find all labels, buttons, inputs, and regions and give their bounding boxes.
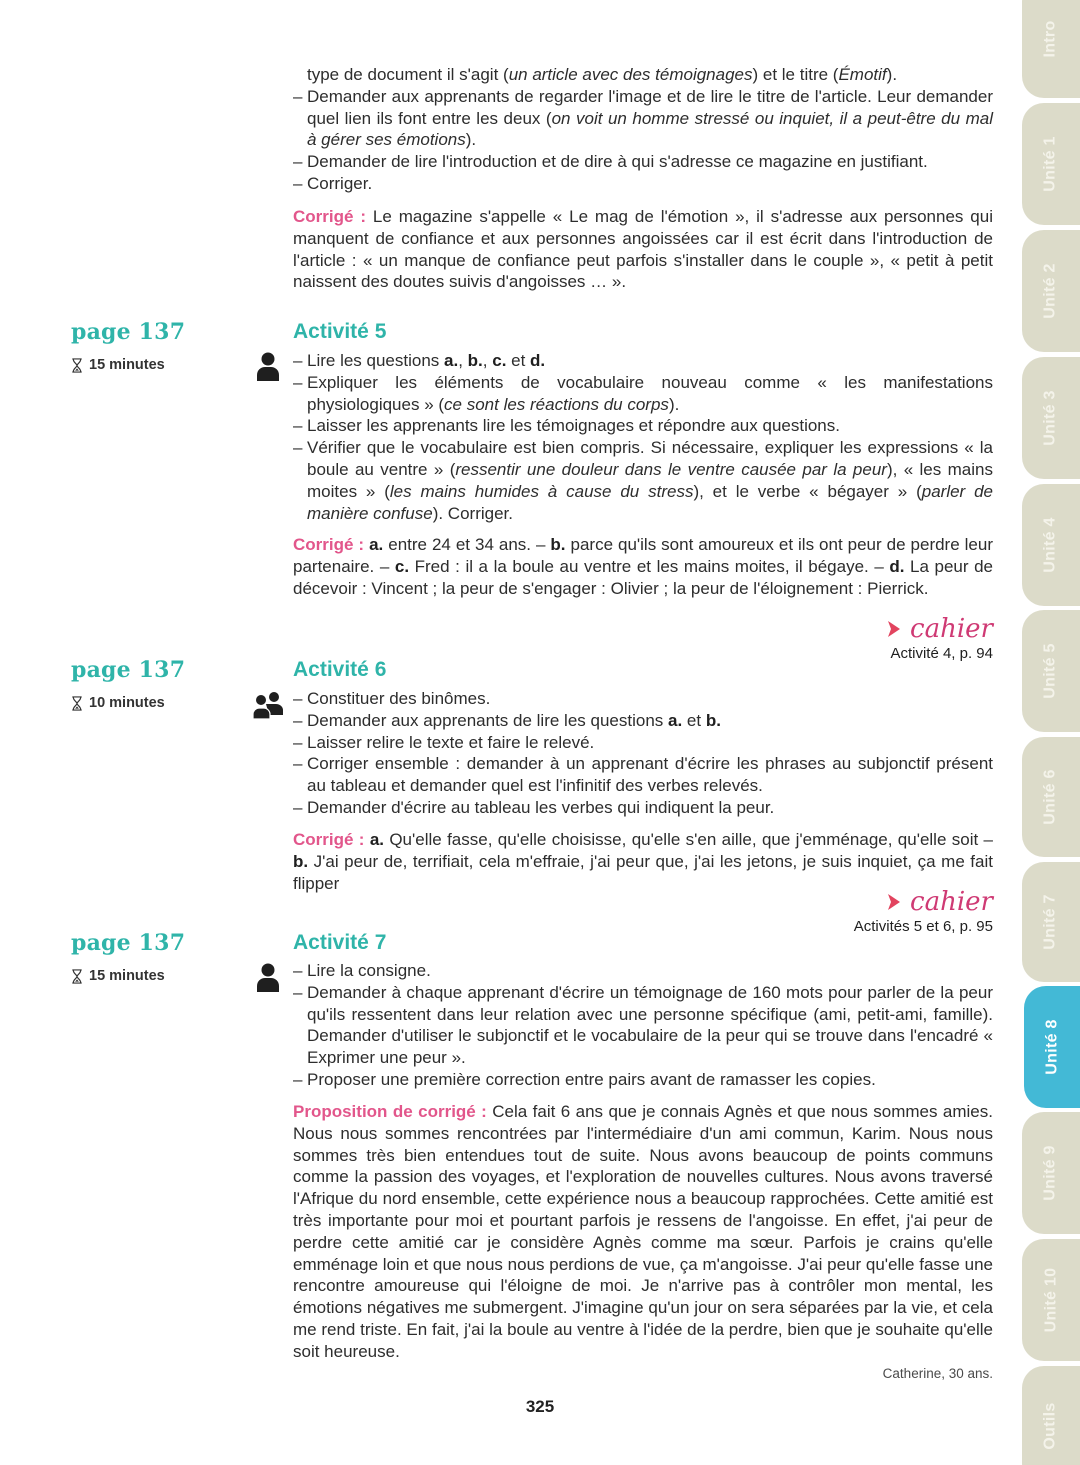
tab-unite-1[interactable]: Unité 1 [1022,103,1080,225]
tab-unite-3[interactable]: Unité 3 [1022,357,1080,479]
chevron-right-icon [886,619,902,639]
cahier-reference: cahier Activités 5 et 6, p. 95 [853,887,993,935]
activity-title: Activité 5 [293,320,387,343]
corrige-label: Corrigé : [293,207,367,226]
instruction-step: – Vérifier que le vocabulaire est bien compris. Si nécessaire, expliquer les expressions « la boule au ventre » (ressentir une douleur dans le ventre causée par la peur), « les mains moites » (les mains humides à cause du stress), et le verbe « bégayer » (parler de manière confuse). Corriger. [293,437,993,524]
cahier-reference: cahier Activité 4, p. 94 [886,614,993,662]
activity-title: Activité 6 [293,658,387,681]
page-reference: page 137 [71,319,186,345]
intro-corrige: Corrigé : Le magazine s'appelle « Le mag de l'émotion », il s'adresse aux personnes qui manquent de confiance et aux personnes angoissées car il est écrit dans l'introduction de l'article : « un manque de confiance peut parfois s'installer dans le couple », « petit à petit naissent des doutes suivis d'angoisses … ». [293,207,993,292]
tab-unite-10[interactable]: Unité 10 [1022,1239,1080,1361]
tab-unite-7[interactable]: Unité 7 [1022,862,1080,982]
activity-title: Activité 7 [293,931,387,954]
tab-outils[interactable]: Outils [1022,1366,1080,1465]
activity-steps [293,688,993,819]
instruction-step: – Demander aux apprenants de regarder l'image et de lire le titre de l'article. Leur demander quel lien ils font entre les deux (on voit un homme stressé ou inquiet, il a peut-être du mal à gérer ses émotions). [293,86,993,151]
instruction-step: – Demander à chaque apprenant d'écrire un témoignage de 160 mots pour parler de la peur qu'ils ressentent dans leur relation avec une personne spécifique (ami, petit-ami, famille). Demander d'utiliser le subjonctif et le vocabulaire de la peur qui se trouve dans l'encadré « Exprimer une peur ». [293,982,993,1069]
instruction-step: – Corriger. [293,173,993,195]
activity-steps [293,350,993,524]
instruction-step: – Demander aux apprenants de lire les questions a. et b. [293,710,993,732]
instruction-step: – Expliquer les éléments de vocabulaire nouveau comme « les manifestations physiologiques » (ce sont les réactions du corps). [293,372,993,416]
activity-corrige: Corrigé : a. Qu'elle fasse, qu'elle choisisse, qu'elle s'en aille, que j'emménage, qu'elle soit – b. J'ai peur de, terrifiait, cela m'effraie, j'ai peur que, j'ai les jetons, je suis inquiet, ça me fait flipper [293,830,993,893]
activity-corrige: Corrigé : a. entre 24 et 34 ans. – b. parce qu'ils sont amoureux et ils ont peur de perdre leur partenaire. – c. Fred : il a la boule au ventre et les mains moites, il bégaye. – d. La peur de décevoir : Vincent ; la peur de s'engager : Olivier ; la peur de l'éloignement : Pierrick. [293,535,994,598]
tab-unite-9[interactable]: Unité 9 [1022,1112,1080,1234]
instruction-continuation: type de document il s'agit (un article avec des témoignages) et le titre (Émotif). [307,65,898,84]
instruction-step: – Demander de lire l'introduction et de dire à qui s'adresse ce magazine en justifiant. [293,151,993,173]
tab-unite-2[interactable]: Unité 2 [1022,230,1080,352]
unit-tab-strip [1022,0,1080,1465]
instruction-step: – Corriger ensemble : demander à un apprenant d'écrire les phrases au subjonctif présent au tableau et demander quel est l'infinitif des verbes relevés. [293,753,993,797]
tab-unite-6[interactable]: Unité 6 [1022,737,1080,857]
instruction-step: – Proposer une première correction entre pairs avant de ramasser les copies. [293,1069,993,1091]
duration: 15 minutes [71,968,165,984]
activity-steps [293,960,993,1091]
pair-work-icon [252,690,284,722]
instruction-step: – Constituer des binômes. [293,688,993,710]
instruction-step: – Lire les questions a., b., c. et d. [293,350,993,372]
hourglass-icon [71,696,83,711]
duration: 15 minutes [71,357,165,373]
instruction-step: – Laisser les apprenants lire les témoignages et répondre aux questions. [293,415,993,437]
page-reference: page 137 [71,657,186,683]
tab-unite-5[interactable]: Unité 5 [1022,610,1080,732]
instruction-step: – Lire la consigne. [293,960,993,982]
signature: Catherine, 30 ans. [882,1366,993,1381]
hourglass-icon [71,969,83,984]
corrige-label: Corrigé : [293,830,365,849]
individual-work-icon [252,350,284,382]
hourglass-icon [71,358,83,373]
corrige-label: Corrigé : [293,535,365,554]
activity-corrige: Proposition de corrigé : Cela fait 6 ans que je connais Agnès et que nous sommes amies. Nous nous sommes rencontrées par l'intermédiaire d'un ami commun, Karim. Nous nous sommes très bien entendues tout de suite. Nous avons beaucoup de points communs comme la passion des voyages, et l'exploration de nouvelles cultures. Nous avons traversé l'Afrique du nord ensemble, cette expérience nous a beaucoup rapprochées. Cette amitié est très importante pour moi et pourtant parfois je ressens de l'angoisse. En effet, j'ai peur de perdre cette amitié car je considère Agnès comme ma sœur. Parfois je crains qu'elle emménage loin et que nous nous perdions de vue, ça m'angoisse. J'ai peur qu'elle fasse une rencontre amoureuse qui l'éloigne de moi. Je n'arrive pas à contrôler mon mental, les émotions négatives me submergent. J'imagine qu'un jour on sera séparées par la vie, et cela me rend triste. En fait, j'ai la boule au ventre à l'idée de la perdre, bien que je souhaite qu'elle soit heureuse. [293,1102,993,1361]
tab-intro[interactable]: Intro [1022,0,1080,98]
instruction-step: – Demander d'écrire au tableau les verbes qui indiquent la peur. [293,797,993,819]
individual-work-icon [252,961,284,993]
chevron-right-icon [886,892,902,912]
corrige-label: Proposition de corrigé : [293,1102,487,1121]
page-number: 325 [525,1397,555,1416]
duration: 10 minutes [71,695,165,711]
intro-instructions [293,64,993,195]
page-reference: page 137 [71,930,186,956]
tab-unite-8[interactable]: Unité 8 [1024,986,1080,1108]
tab-unite-4[interactable]: Unité 4 [1022,484,1080,606]
instruction-step: – Laisser relire le texte et faire le relevé. [293,732,993,754]
